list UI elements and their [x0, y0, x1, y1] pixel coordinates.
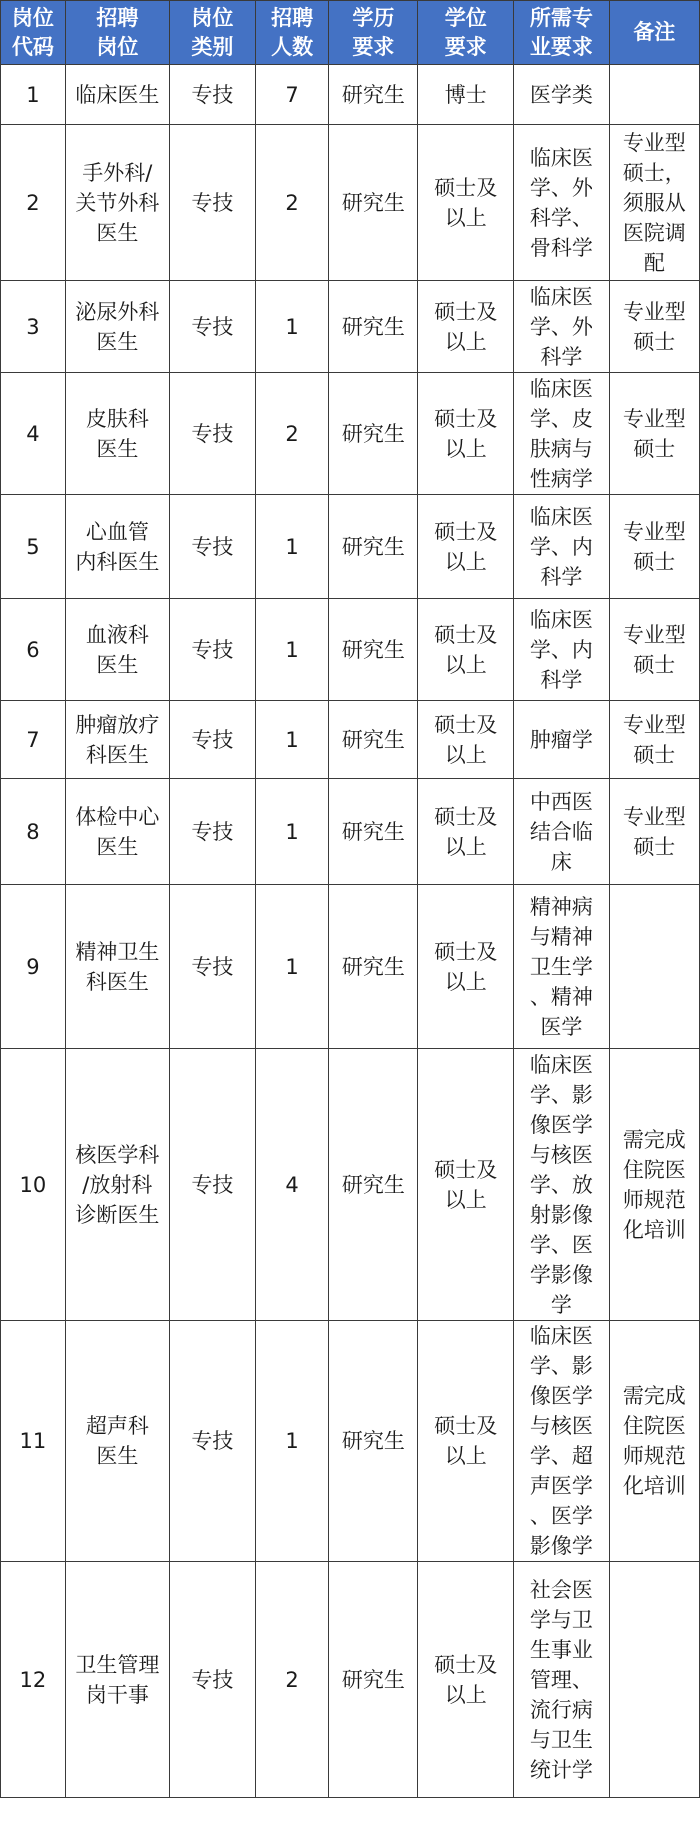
cell-category: 专技: [169, 701, 255, 779]
cell-position-line: 科医生: [85, 742, 149, 767]
table-row: [1, 281, 700, 373]
cell-degree-line: 以上: [444, 652, 487, 677]
table-row: [1, 1049, 700, 1321]
cell-position: [65, 599, 169, 701]
header-note: 备注: [609, 1, 699, 65]
cell-degree-line: 以上: [444, 742, 487, 767]
cell-position-line: 手外科/: [82, 160, 153, 185]
cell-major-line: 临床医: [529, 1324, 593, 1348]
cell-position-line: 皮肤科: [85, 406, 149, 431]
cell-education: 研究生: [329, 1321, 418, 1562]
cell-major-line: 学、外: [529, 175, 593, 200]
cell-major-line: 科学、: [529, 205, 593, 230]
cell-major-line: 结合临: [529, 819, 593, 844]
cell-position-line: 核医学科: [75, 1142, 160, 1167]
header-position: 招聘 岗位: [65, 1, 169, 65]
cell-major-line: 、医学: [529, 1504, 593, 1528]
table-row: [1, 125, 700, 281]
cell-category: 专技: [169, 885, 255, 1049]
header-row: [1, 1, 700, 65]
cell-position-line: 血液科: [85, 622, 149, 647]
cell-major-line: 学: [550, 1292, 572, 1317]
cell-category: 专技: [169, 65, 255, 125]
cell-position: [65, 281, 169, 373]
cell-degree-line: 硕士及: [434, 712, 498, 737]
cell-major-line: 医学类: [529, 82, 593, 107]
cell-major-line: 科学: [540, 344, 583, 369]
cell-count: 1: [255, 885, 328, 1049]
cell-major-line: 像医学: [529, 1384, 593, 1408]
cell-position-line: /放射科: [82, 1172, 153, 1197]
cell-degree: [418, 779, 514, 885]
cell-code: 1: [1, 65, 66, 125]
cell-position-line: 卫生管理: [75, 1652, 160, 1677]
cell-major-line: 社会医: [529, 1577, 593, 1602]
cell-education: 研究生: [329, 373, 418, 495]
cell-major: [514, 495, 610, 599]
cell-note-line: 专业型: [622, 622, 686, 647]
cell-note: [609, 125, 699, 281]
cell-major-line: 肤病与: [529, 436, 593, 461]
cell-position-line: 肿瘤放疗: [75, 712, 160, 737]
cell-note-line: 硕士: [633, 329, 676, 354]
cell-note-line: 专业型: [622, 712, 686, 737]
cell-degree: [418, 65, 514, 125]
cell-degree-line: 以上: [444, 549, 487, 574]
cell-note: [609, 281, 699, 373]
cell-degree-line: 硕士及: [434, 1157, 498, 1182]
cell-major-line: 生事业: [529, 1637, 593, 1662]
cell-position-line: 医生: [96, 436, 139, 461]
header-code: 岗位 代码: [1, 1, 66, 65]
cell-major-line: 临床医: [529, 376, 593, 401]
cell-degree-line: 硕士及: [434, 1652, 498, 1677]
cell-count: 1: [255, 701, 328, 779]
cell-education: 研究生: [329, 1562, 418, 1798]
cell-education: 研究生: [329, 1049, 418, 1321]
cell-degree: [418, 281, 514, 373]
cell-count: 2: [255, 1562, 328, 1798]
cell-degree-line: 以上: [444, 1682, 487, 1707]
cell-major-line: 影像学: [529, 1534, 593, 1558]
cell-count: 1: [255, 599, 328, 701]
table-row: [1, 701, 700, 779]
cell-degree-line: 以上: [444, 1444, 487, 1468]
table-row: [1, 65, 700, 125]
cell-major-line: 学影像: [529, 1262, 593, 1287]
cell-degree: [418, 1049, 514, 1321]
cell-education: 研究生: [329, 599, 418, 701]
cell-education: 研究生: [329, 495, 418, 599]
cell-position-line: 精神卫生: [75, 939, 160, 964]
header-education: 学历 要求: [329, 1, 418, 65]
cell-education: 研究生: [329, 125, 418, 281]
cell-degree: [418, 1562, 514, 1798]
cell-major-line: 医学: [540, 1014, 583, 1039]
cell-note: [609, 1321, 699, 1562]
cell-note-line: 需完成: [622, 1127, 686, 1152]
cell-note-line: 住院医: [622, 1414, 686, 1438]
cell-note-line: 专业型: [622, 519, 686, 544]
cell-major-line: 骨科学: [529, 235, 593, 260]
cell-note: [609, 1562, 699, 1798]
cell-major-line: 学、内: [529, 534, 593, 559]
cell-note: [609, 1049, 699, 1321]
header-count: 招聘 人数: [255, 1, 328, 65]
cell-count: 2: [255, 125, 328, 281]
cell-education: 研究生: [329, 701, 418, 779]
cell-degree-line: 以上: [444, 834, 487, 859]
cell-degree-line: 硕士及: [434, 299, 498, 324]
cell-major-line: 临床医: [529, 1052, 593, 1077]
cell-note-line: 专业型: [622, 299, 686, 324]
header-degree: 学位 要求: [418, 1, 514, 65]
cell-note: [609, 599, 699, 701]
cell-major-line: 与核医: [529, 1142, 593, 1167]
cell-category: 专技: [169, 779, 255, 885]
cell-category: 专技: [169, 495, 255, 599]
cell-position-line: 临床医生: [75, 82, 160, 107]
table-row: [1, 599, 700, 701]
cell-degree-line: 以上: [444, 969, 487, 994]
cell-note-line: 师规范: [622, 1187, 686, 1212]
cell-note-line: 硕士: [633, 549, 676, 574]
cell-code: 3: [1, 281, 66, 373]
cell-degree-line: 以上: [444, 1187, 487, 1212]
cell-count: 1: [255, 1321, 328, 1562]
cell-major-line: 射影像: [529, 1202, 593, 1227]
table-row: [1, 1321, 700, 1562]
cell-major-line: 学、外: [529, 314, 593, 339]
cell-position: [65, 1562, 169, 1798]
cell-major-line: 性病学: [529, 466, 593, 491]
cell-major-line: 中西医: [529, 789, 593, 814]
cell-category: 专技: [169, 281, 255, 373]
cell-count: 1: [255, 281, 328, 373]
cell-position-line: 超声科: [85, 1414, 149, 1438]
cell-position-line: 心血管: [85, 519, 149, 544]
cell-degree: [418, 373, 514, 495]
cell-note-line: 住院医: [622, 1157, 686, 1182]
cell-education: 研究生: [329, 65, 418, 125]
cell-degree: [418, 599, 514, 701]
cell-position: [65, 885, 169, 1049]
cell-degree-line: 硕士及: [434, 622, 498, 647]
cell-major-line: 与精神: [529, 924, 593, 949]
cell-major: [514, 373, 610, 495]
cell-note-line: 专业型: [622, 406, 686, 431]
table-row: [1, 373, 700, 495]
cell-major-line: 像医学: [529, 1112, 593, 1137]
cell-code: 9: [1, 885, 66, 1049]
cell-position-line: 科医生: [85, 969, 149, 994]
cell-major-line: 临床医: [529, 607, 593, 632]
cell-position-line: 体检中心: [75, 804, 160, 829]
cell-major: [514, 885, 610, 1049]
cell-note: [609, 779, 699, 885]
cell-note: [609, 373, 699, 495]
cell-position-line: 泌尿外科: [75, 299, 160, 324]
cell-category: 专技: [169, 1321, 255, 1562]
cell-note-line: 化培训: [622, 1474, 686, 1498]
cell-category: 专技: [169, 1049, 255, 1321]
cell-major-line: 学、影: [529, 1354, 593, 1378]
table-row: [1, 779, 700, 885]
cell-education: 研究生: [329, 885, 418, 1049]
cell-position: [65, 701, 169, 779]
cell-position-line: 岗干事: [85, 1682, 149, 1707]
cell-major: [514, 701, 610, 779]
table-row: [1, 885, 700, 1049]
cell-major-line: 科学: [540, 564, 583, 589]
cell-major-line: 精神病: [529, 894, 593, 919]
cell-note-line: 化培训: [622, 1217, 686, 1242]
cell-degree: [418, 125, 514, 281]
cell-position: [65, 779, 169, 885]
cell-position-line: 医生: [96, 834, 139, 859]
cell-count: 1: [255, 495, 328, 599]
cell-count: 1: [255, 779, 328, 885]
cell-position-line: 诊断医生: [75, 1202, 160, 1227]
cell-position-line: 医生: [96, 1444, 139, 1468]
cell-code: 8: [1, 779, 66, 885]
cell-major: [514, 1321, 610, 1562]
cell-code: 2: [1, 125, 66, 281]
cell-major-line: 床: [550, 849, 572, 874]
cell-position: [65, 1049, 169, 1321]
cell-degree-line: 以上: [444, 329, 487, 354]
cell-note-line: 需完成: [622, 1384, 686, 1408]
cell-degree: [418, 1321, 514, 1562]
cell-degree-line: 硕士及: [434, 939, 498, 964]
cell-major-line: 临床医: [529, 284, 593, 309]
cell-education: 研究生: [329, 281, 418, 373]
cell-major: [514, 281, 610, 373]
cell-note: [609, 885, 699, 1049]
cell-position: [65, 495, 169, 599]
cell-note-line: 硕士: [633, 834, 676, 859]
cell-note: [609, 495, 699, 599]
cell-major-line: 学、内: [529, 637, 593, 662]
cell-major-line: 管理、: [529, 1667, 593, 1692]
cell-position-line: 关节外科: [75, 190, 160, 215]
cell-degree-line: 以上: [444, 436, 487, 461]
cell-note: [609, 701, 699, 779]
table-row: [1, 1562, 700, 1798]
cell-major: [514, 125, 610, 281]
cell-major: [514, 599, 610, 701]
cell-note: [609, 65, 699, 125]
cell-major-line: 临床医: [529, 504, 593, 529]
header-major: 所需专 业要求: [514, 1, 610, 65]
cell-code: 7: [1, 701, 66, 779]
cell-position: [65, 373, 169, 495]
cell-code: 5: [1, 495, 66, 599]
cell-category: 专技: [169, 1562, 255, 1798]
cell-note-line: 医院调: [622, 220, 686, 245]
cell-major-line: 声医学: [529, 1474, 593, 1498]
cell-position-line: 内科医生: [75, 549, 160, 574]
cell-position: [65, 1321, 169, 1562]
cell-major-line: 科学: [540, 667, 583, 692]
cell-major: [514, 779, 610, 885]
cell-major-line: 学与卫: [529, 1607, 593, 1632]
cell-count: 4: [255, 1049, 328, 1321]
cell-note-line: 专业型: [622, 130, 686, 155]
cell-degree-line: 博士: [444, 82, 487, 107]
cell-code: 11: [1, 1321, 66, 1562]
cell-major-line: 学、皮: [529, 406, 593, 431]
cell-note-line: 硕士，: [622, 160, 686, 185]
cell-note-line: 硕士: [633, 436, 676, 461]
cell-major-line: 与核医: [529, 1414, 593, 1438]
cell-major-line: 流行病: [529, 1697, 593, 1722]
cell-education: 研究生: [329, 779, 418, 885]
cell-note-line: 专业型: [622, 804, 686, 829]
cell-major-line: 学、放: [529, 1172, 593, 1197]
cell-major: [514, 65, 610, 125]
cell-major-line: 学、超: [529, 1444, 593, 1468]
cell-degree-line: 硕士及: [434, 804, 498, 829]
cell-category: 专技: [169, 373, 255, 495]
cell-degree-line: 硕士及: [434, 519, 498, 544]
cell-count: 7: [255, 65, 328, 125]
cell-position: [65, 125, 169, 281]
cell-major-line: 与卫生: [529, 1727, 593, 1752]
cell-degree: [418, 701, 514, 779]
cell-major-line: 、精神: [529, 984, 593, 1009]
cell-category: 专技: [169, 125, 255, 281]
cell-degree-line: 以上: [444, 205, 487, 230]
cell-note-line: 须服从: [622, 190, 686, 215]
cell-note-line: 硕士: [633, 742, 676, 767]
cell-major-line: 临床医: [529, 145, 593, 170]
cell-code: 4: [1, 373, 66, 495]
cell-major-line: 卫生学: [529, 954, 593, 979]
cell-position-line: 医生: [96, 652, 139, 677]
cell-code: 6: [1, 599, 66, 701]
cell-major-line: 肿瘤学: [529, 727, 593, 752]
cell-major-line: 学、影: [529, 1082, 593, 1107]
table-body: [1, 65, 700, 1798]
table-row: [1, 495, 700, 599]
cell-degree-line: 硕士及: [434, 175, 498, 200]
cell-degree-line: 硕士及: [434, 406, 498, 431]
cell-major-line: 统计学: [529, 1757, 593, 1782]
cell-position-line: 医生: [96, 220, 139, 245]
cell-degree: [418, 495, 514, 599]
cell-major: [514, 1562, 610, 1798]
cell-category: 专技: [169, 599, 255, 701]
cell-code: 10: [1, 1049, 66, 1321]
cell-degree: [418, 885, 514, 1049]
cell-note-line: 师规范: [622, 1444, 686, 1468]
cell-position-line: 医生: [96, 329, 139, 354]
cell-degree-line: 硕士及: [434, 1414, 498, 1438]
cell-note-line: 硕士: [633, 652, 676, 677]
cell-count: 2: [255, 373, 328, 495]
header-category: 岗位 类别: [169, 1, 255, 65]
cell-major-line: 学、医: [529, 1232, 593, 1257]
cell-note-line: 配: [643, 250, 665, 275]
cell-code: 12: [1, 1562, 66, 1798]
cell-major: [514, 1049, 610, 1321]
cell-position: [65, 65, 169, 125]
